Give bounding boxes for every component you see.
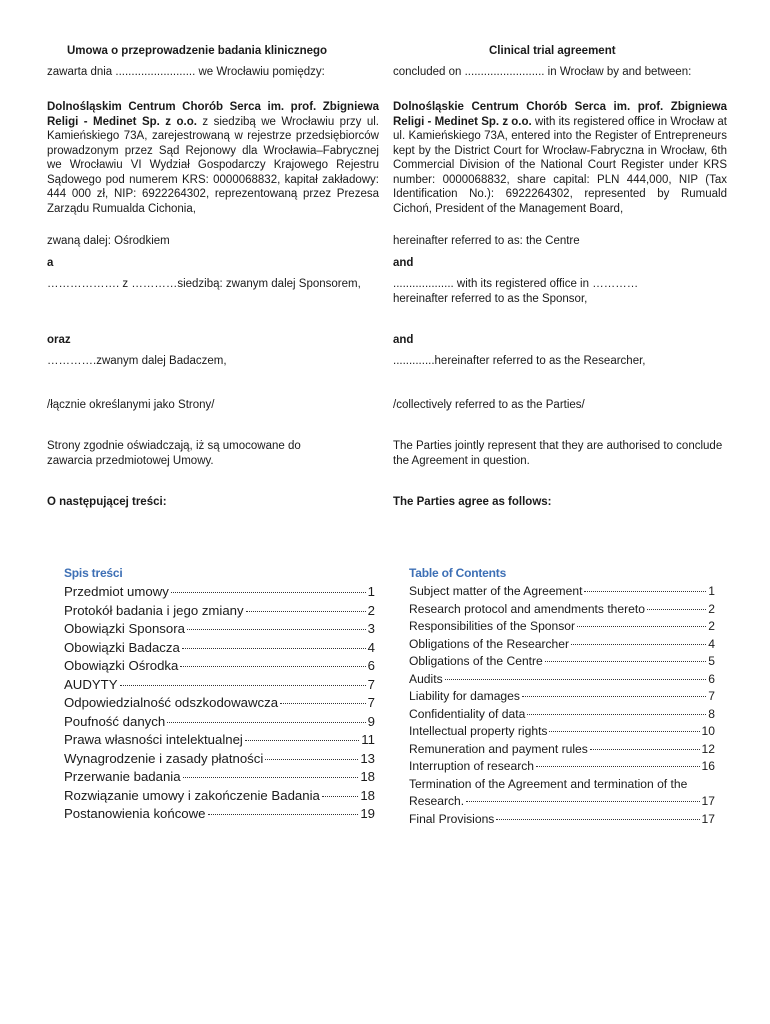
toc-leader-dots bbox=[445, 679, 707, 680]
polish-and-1: a bbox=[47, 257, 54, 269]
toc-entry-page: 4 bbox=[708, 636, 715, 651]
english-toc-title: Table of Contents bbox=[409, 566, 507, 580]
toc-entry-label: Przerwanie badania bbox=[64, 769, 181, 784]
english-concluded-line: concluded on ......................... in Wrocław by and between: bbox=[393, 66, 692, 78]
toc-entry-label: Remuneration and payment rules bbox=[409, 741, 588, 756]
toc-entry[interactable] bbox=[409, 706, 715, 724]
toc-entry-label: Research protocol and amendments thereto bbox=[409, 601, 645, 616]
toc-entry[interactable] bbox=[64, 657, 375, 676]
toc-leader-dots bbox=[536, 766, 700, 767]
polish-and-2: oraz bbox=[47, 334, 71, 346]
toc-entry[interactable] bbox=[409, 688, 715, 706]
toc-entry-page: 12 bbox=[701, 741, 715, 756]
toc-entry-label: Subject matter of the Agreement bbox=[409, 584, 583, 598]
toc-entry-label: Liability for damages bbox=[409, 689, 520, 703]
toc-entry-label: Audits bbox=[409, 671, 443, 686]
toc-entry-label: Final Provisions bbox=[409, 811, 495, 826]
toc-leader-dots bbox=[322, 796, 358, 797]
english-title: Clinical trial agreement bbox=[489, 45, 616, 57]
polish-researcher-line: ………….zwanym dalej Badaczem, bbox=[47, 355, 227, 367]
toc-entry[interactable] bbox=[64, 731, 375, 750]
toc-entry-page: 4 bbox=[367, 639, 375, 655]
toc-entry[interactable] bbox=[64, 620, 375, 639]
english-party-centre bbox=[393, 100, 727, 216]
toc-entry-label: Obligations of the Centre bbox=[409, 654, 543, 668]
toc-entry[interactable] bbox=[64, 639, 375, 658]
toc-entry[interactable] bbox=[64, 768, 375, 787]
polish-centre-alias: zwaną dalej: Ośrodkiem bbox=[47, 235, 170, 247]
toc-entry-label: Obowiązki Ośrodka bbox=[64, 658, 179, 673]
toc-entry-page: 18 bbox=[360, 787, 375, 803]
english-represent-line: The Parties jointly represent that they are authorised to conclude the Agreement in question. bbox=[393, 440, 723, 467]
toc-entry[interactable] bbox=[409, 758, 715, 776]
toc-entry-label: Wynagrodzenie i zasady płatności bbox=[64, 750, 264, 766]
toc-entry-label: Responsibilities of the Sponsor bbox=[409, 619, 576, 633]
toc-entry-page: 13 bbox=[360, 750, 375, 766]
toc-entry-page: 2 bbox=[708, 601, 715, 616]
toc-entry[interactable] bbox=[409, 723, 715, 741]
toc-entry-label: Protokół badania i jego zmiany bbox=[64, 602, 244, 618]
english-and-2: and bbox=[393, 334, 414, 346]
toc-entry-page: 19 bbox=[360, 806, 375, 821]
toc-leader-dots bbox=[182, 648, 366, 649]
toc-leader-dots bbox=[167, 722, 365, 723]
toc-entry[interactable] bbox=[64, 583, 375, 602]
polish-represent-line: Strony zgodnie oświadczają, iż są umocowane do zawarcia przedmiotowej Umowy. bbox=[47, 440, 301, 467]
toc-entry-page: 17 bbox=[701, 811, 715, 826]
toc-leader-dots bbox=[527, 714, 706, 715]
toc-entry-label: Odpowiedzialność odszkodowawcza bbox=[64, 695, 279, 710]
polish-centre-name: Dolnośląskim Centrum Chorób Serca im. prof. Zbigniewa Religi - Medinet Sp. z o.o. bbox=[47, 101, 379, 128]
english-follows-line: The Parties agree as follows: bbox=[393, 496, 552, 508]
toc-entry-label: Przedmiot umowy bbox=[64, 584, 169, 599]
toc-entry[interactable] bbox=[409, 653, 715, 671]
toc-entry[interactable] bbox=[409, 583, 715, 601]
polish-title: Umowa o przeprowadzenie badania klinicznego bbox=[67, 45, 328, 57]
english-toc-list bbox=[409, 583, 715, 828]
toc-leader-dots bbox=[522, 696, 706, 697]
toc-entry[interactable] bbox=[409, 741, 715, 759]
toc-entry-page: 7 bbox=[367, 676, 375, 692]
toc-entry-label-line1: Termination of the Agreement and termination of the bbox=[409, 776, 688, 791]
toc-leader-dots bbox=[577, 626, 706, 627]
toc-leader-dots bbox=[265, 759, 358, 760]
toc-entry[interactable] bbox=[64, 602, 375, 621]
toc-leader-dots bbox=[245, 740, 359, 741]
toc-entry[interactable] bbox=[409, 811, 715, 829]
toc-entry-page: 3 bbox=[367, 621, 375, 636]
toc-entry-page: 17 bbox=[701, 794, 715, 808]
toc-entry-label: Confidentiality of data bbox=[409, 706, 526, 721]
english-researcher-line: .............hereinafter referred to as the Researcher, bbox=[393, 355, 646, 367]
toc-entry-page: 6 bbox=[367, 658, 375, 673]
english-centre-details: with its registered office in Wrocław at ul. Kamieńskiego 73A, entered into the Register of Entrepreneurs kept by the District Court for Wrocław-Fabryczna in Wrocław, 6th Commercial Division of the National Court Register under KRS number: 0000068832, share capital: PLN 444,000, NIP (Tax Identification No.): 6922264302, represented by Rumuald Cichoń, President of the Management Board, bbox=[393, 115, 728, 215]
toc-entry-label: AUDYTY bbox=[64, 676, 118, 692]
english-table-of-contents bbox=[409, 566, 715, 828]
toc-leader-dots bbox=[496, 819, 699, 820]
toc-entry[interactable] bbox=[409, 636, 715, 654]
toc-entry[interactable] bbox=[409, 776, 715, 811]
toc-leader-dots bbox=[466, 801, 699, 802]
toc-entry-label: Obligations of the Researcher bbox=[409, 636, 569, 651]
toc-leader-dots bbox=[549, 731, 699, 732]
toc-entry[interactable] bbox=[64, 787, 375, 806]
toc-entry-page: 6 bbox=[708, 671, 715, 686]
polish-parties-line: /łącznie określanymi jako Strony/ bbox=[47, 399, 215, 411]
toc-leader-dots bbox=[647, 609, 706, 610]
toc-entry-page: 16 bbox=[701, 759, 715, 773]
toc-entry[interactable] bbox=[64, 805, 375, 824]
toc-leader-dots bbox=[171, 592, 366, 593]
polish-centre-details: z siedzibą we Wrocławiu przy ul. Kamieńskiego 73A, zarejestrowaną w rejestrze przedsiębiorców prowadzonym przez Sąd Rejonowy dla Wrocławia–Fabrycznej we Wrocławiu VI Wydział Gospodarczy Krajowego Rejestru Sądowego pod numerem KRS: 0000068832, kapitał zakładowy: 444 000 zł, NIP: 6922264302, reprezentowaną przez Prezesa Zarządu Rumualda Cichonia, bbox=[47, 115, 380, 215]
toc-entry[interactable] bbox=[409, 618, 715, 636]
toc-entry[interactable] bbox=[64, 713, 375, 732]
toc-leader-dots bbox=[584, 591, 706, 592]
english-sponsor-line: ................... with its registered office in ………… hereinafter referred to as the Sponsor, bbox=[393, 278, 639, 305]
toc-entry[interactable] bbox=[64, 750, 375, 769]
toc-leader-dots bbox=[590, 749, 700, 750]
polish-concluded-line: zawarta dnia ......................... we Wrocławiu pomiędzy: bbox=[47, 66, 325, 78]
polish-toc-title: Spis treści bbox=[64, 566, 123, 580]
toc-entry-page: 18 bbox=[360, 769, 375, 784]
polish-party-centre bbox=[47, 100, 379, 216]
toc-entry-page: 7 bbox=[708, 689, 715, 703]
toc-entry-label: Poufność danych bbox=[64, 713, 166, 729]
toc-leader-dots bbox=[246, 611, 366, 612]
toc-leader-dots bbox=[183, 777, 359, 778]
toc-entry[interactable] bbox=[64, 676, 375, 695]
toc-entry-page: 10 bbox=[701, 724, 715, 738]
toc-entry-label: Prawa własności intelektualnej bbox=[64, 732, 243, 747]
toc-leader-dots bbox=[208, 814, 359, 815]
toc-entry-label: Obowiązki Badacza bbox=[64, 639, 180, 655]
toc-entry[interactable] bbox=[409, 671, 715, 689]
toc-entry-page: 7 bbox=[367, 695, 375, 710]
toc-leader-dots bbox=[187, 629, 366, 630]
toc-entry-label: Obowiązki Sponsora bbox=[64, 621, 185, 636]
toc-entry-page: 9 bbox=[367, 713, 375, 729]
toc-leader-dots bbox=[280, 703, 366, 704]
toc-entry-page: 1 bbox=[367, 584, 375, 599]
toc-entry-page: 1 bbox=[708, 584, 715, 598]
english-parties-line: /collectively referred to as the Parties/ bbox=[393, 399, 585, 411]
polish-sponsor-line: ………………. z …………siedzibą: zwanym dalej Sponsorem, bbox=[47, 278, 361, 290]
toc-entry-label-line2: Research. bbox=[409, 794, 465, 808]
toc-entry-page: 2 bbox=[708, 619, 715, 633]
toc-entry-label: Interruption of research bbox=[409, 759, 535, 773]
polish-table-of-contents bbox=[64, 566, 375, 824]
english-centre-alias: hereinafter referred to as: the Centre bbox=[393, 235, 580, 247]
polish-follows-line: O następującej treści: bbox=[47, 496, 167, 508]
toc-entry-page: 11 bbox=[361, 732, 375, 747]
toc-leader-dots bbox=[180, 666, 365, 667]
polish-toc-list bbox=[64, 583, 375, 824]
english-centre-name: Dolnośląskie Centrum Chorób Serca im. prof. Zbigniewa Religi - Medinet Sp. z o.o. bbox=[393, 101, 727, 128]
toc-entry-label: Postanowienia końcowe bbox=[64, 806, 206, 821]
toc-entry-label: Intellectual property rights bbox=[409, 724, 548, 738]
toc-leader-dots bbox=[571, 644, 706, 645]
toc-entry-label: Rozwiązanie umowy i zakończenie Badania bbox=[64, 787, 320, 803]
toc-entry-page: 8 bbox=[708, 706, 715, 721]
toc-entry[interactable] bbox=[64, 694, 375, 713]
english-and-1: and bbox=[393, 257, 414, 269]
toc-leader-dots bbox=[120, 685, 366, 686]
toc-leader-dots bbox=[545, 661, 706, 662]
toc-entry-page: 2 bbox=[367, 602, 375, 618]
toc-entry[interactable] bbox=[409, 601, 715, 619]
toc-entry-page: 5 bbox=[708, 654, 715, 668]
